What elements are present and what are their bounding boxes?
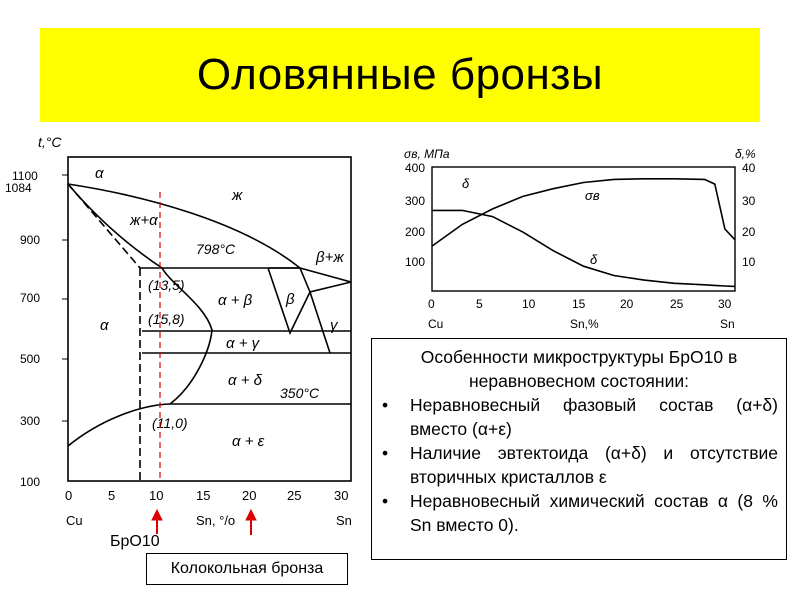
x-label-cu: Cu: [66, 513, 83, 528]
x-tick-15: 15: [196, 488, 211, 503]
info-bullet-2: • Наличие эвтектоида (α+δ) и отсутствие вторичных кристаллов ε: [380, 441, 778, 489]
point-13-5: (13,5): [148, 277, 185, 293]
right-tick-30: 30: [742, 194, 756, 208]
right-tick-10: 10: [742, 255, 756, 269]
px-tick-20: 20: [620, 297, 634, 311]
curve-delta-label: δ: [462, 176, 470, 191]
point-11-0: (11,0): [152, 415, 188, 431]
px-label-sn: Sn: [720, 317, 735, 331]
x-tick-20: 20: [242, 488, 257, 503]
x-label-sn-pct: Sn, °/o: [196, 513, 236, 528]
y-tick-1084: 1084: [5, 181, 32, 195]
right-axis-label: δ,%: [735, 147, 756, 161]
page-title: Оловянные бронзы: [196, 50, 604, 99]
x-label-sn: Sn: [336, 513, 352, 528]
px-tick-5: 5: [476, 297, 483, 311]
phase-diagram: [0, 125, 370, 535]
info-heading: Особенности микроструктуры БрО10 в неравновесном состоянии:: [420, 347, 738, 391]
temp-350: 350°C: [280, 385, 320, 401]
px-tick-10: 10: [522, 297, 536, 311]
left-axis-label: σв, МПа: [404, 147, 450, 161]
bell-bronze-arrow-icon: [246, 510, 256, 520]
properties-chart: [370, 140, 780, 340]
region-alpha-gamma: α + γ: [226, 335, 260, 352]
info-bullet-1: • Неравновесный фазовый состав (α+δ) вместо (α+ε): [380, 393, 778, 441]
region-beta-liquid: β+ж: [316, 249, 344, 266]
info-list: [380, 393, 778, 537]
delta-curve: [432, 210, 735, 286]
curve-sigma-label: σв: [585, 188, 600, 203]
region-liquid-alpha: ж+α: [130, 212, 158, 229]
region-liquid-top: α: [95, 165, 104, 182]
region-beta: β: [286, 291, 295, 308]
phase-region-labels: [95, 165, 344, 450]
point-15-8: (15,8): [148, 311, 185, 327]
x-tick-30: 30: [334, 488, 349, 503]
region-alpha: α: [100, 317, 109, 334]
right-tick-40: 40: [742, 161, 756, 175]
px-tick-30: 30: [718, 297, 732, 311]
x-tick-0: 0: [65, 488, 73, 503]
phase-lines: [68, 184, 351, 481]
y-tick-500: 500: [20, 352, 41, 366]
x-tick-5: 5: [108, 488, 116, 503]
region-alpha-eps: α + ε: [232, 433, 265, 450]
left-tick-100: 100: [405, 255, 426, 269]
y-tick-900: 900: [20, 233, 41, 247]
px-label-cu: Cu: [428, 317, 444, 331]
phase-x-ticks: [65, 488, 352, 528]
prop-left-ticks: [405, 161, 425, 269]
right-tick-20: 20: [742, 225, 756, 239]
phase-y-axis-label: t,°C: [38, 134, 62, 150]
phase-y-ticks: [5, 169, 68, 489]
x-tick-10: 10: [149, 488, 164, 503]
curve-delta-label-2: δ: [590, 252, 598, 267]
bro10-label: БрО10: [110, 533, 160, 550]
info-box: [371, 338, 787, 560]
px-tick-15: 15: [572, 297, 586, 311]
info-bullet-3: • Неравновесный химический состав α (8 % Sn вместо 0).: [380, 489, 778, 537]
temp-798: 798°C: [196, 241, 236, 257]
y-tick-1100: 1100: [12, 169, 38, 183]
left-tick-300: 300: [405, 194, 426, 208]
region-liquid: ж: [232, 187, 243, 204]
region-alpha-beta: α + β: [218, 292, 253, 309]
left-tick-400: 400: [405, 161, 426, 175]
y-tick-300: 300: [20, 414, 41, 428]
x-tick-25: 25: [287, 488, 302, 503]
left-tick-200: 200: [405, 225, 426, 239]
region-gamma: γ: [330, 317, 338, 334]
region-alpha-delta: α + δ: [228, 372, 262, 389]
px-tick-0: 0: [428, 297, 435, 311]
px-tick-25: 25: [670, 297, 684, 311]
prop-right-ticks: [742, 161, 756, 269]
y-tick-700: 700: [20, 291, 41, 305]
title-banner: [40, 28, 760, 122]
y-tick-100: 100: [20, 475, 41, 489]
sigma-curve: [432, 179, 735, 246]
prop-x-ticks: [428, 297, 735, 331]
px-label-sn-pct: Sn,%: [570, 317, 599, 331]
phase-frame: [68, 157, 351, 481]
bell-bronze-label: Колокольная бронза: [146, 553, 348, 585]
prop-frame: [432, 167, 735, 291]
bro10-arrow-icon: [152, 510, 162, 520]
